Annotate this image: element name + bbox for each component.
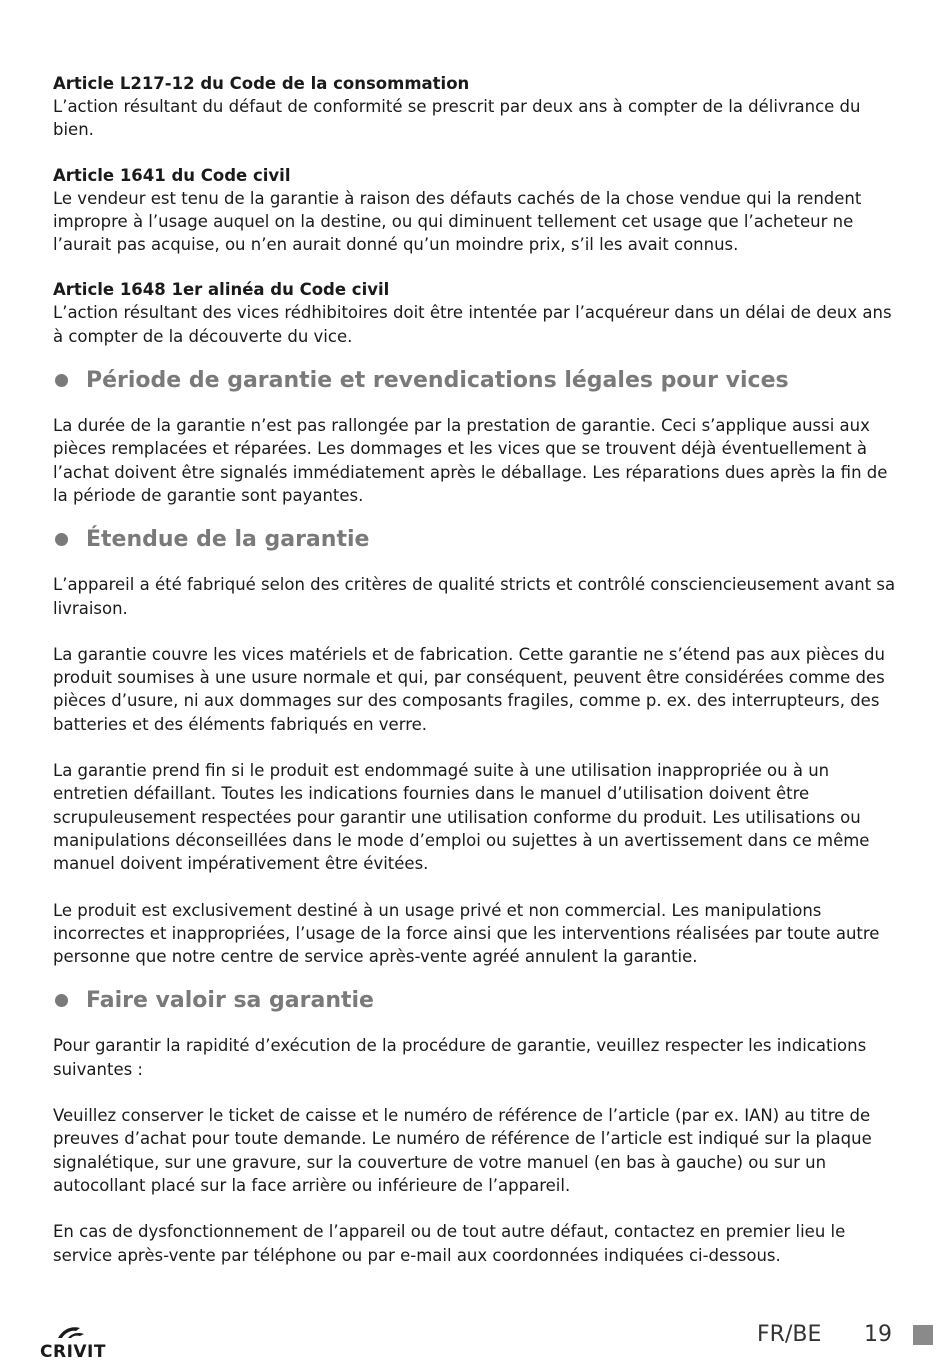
section-heading-text: Période de garantie et revendications légales pour vices: [86, 368, 789, 394]
article-text: Le vendeur est tenu de la garantie à raison des défauts cachés de la chose vendue qui la rendent impropre à l’usage auquel on la destine, ou qui diminuent tellement cet usage que l’acheteur ne l’aurait pas acquise, ou n’en aurait donné qu’un moindre prix, s’il les avait connus.: [53, 188, 862, 255]
article-title: Article 1648 1er alinéa du Code civil: [53, 280, 390, 300]
section-heading-text: Étendue de la garantie: [86, 527, 370, 553]
section-heading-faire-valoir: [53, 986, 903, 1016]
paragraph: La garantie prend fin si le produit est endommagé suite à une utilisation inappropriée ou à un entretien défaillant. Toutes les indications fournies dans le manuel d’utilisation doivent être scrupuleusement respectées pour garantir une utilisation conforme du produit. Les utilisations ou manipulations déconseillées dans le mode d’emploi ou sujettes à un avertissement dans ce même manuel doivent impérativement être évitées.: [53, 761, 870, 874]
brand-logo: [40, 1324, 106, 1360]
language-code: FR/BE: [757, 1322, 822, 1347]
paragraph: Le produit est exclusivement destiné à un usage privé et non commercial. Les manipulations incorrectes et inappropriées, l’usage de la force ainsi que les interventions réalisées par toute autre personne que notre centre de service après-vente agréé annulent la garantie.: [53, 900, 880, 967]
article-l217-12: [53, 72, 903, 142]
article-text: L’action résultant des vices rédhibitoires doit être intentée par l’acquéreur dans un délai de deux ans à compter de la découverte du vice.: [53, 303, 892, 346]
brand-name: CRIVIT: [40, 1342, 106, 1362]
page-marker: [913, 1325, 933, 1345]
article-text: L’action résultant du défaut de conformité se prescrit par deux ans à compter de la délivrance du bien.: [53, 97, 861, 140]
bullet-icon: [55, 374, 68, 387]
paragraph: La garantie couvre les vices matériels et de fabrication. Cette garantie ne s’étend pas aux pièces du produit soumises à une usure normale et qui, par conséquent, peuvent être considérées comme des pièces d’usure, ni aux dommages sur des composants fragiles, comme p. ex. des interrupteurs, des batteries et des éléments fabriqués en verre.: [53, 644, 885, 734]
article-1641: [53, 164, 903, 257]
document-body: [53, 72, 903, 1290]
section-heading-text: Faire valoir sa garantie: [86, 988, 374, 1014]
bullet-icon: [55, 994, 68, 1007]
paragraph: L’appareil a été fabriqué selon des critères de qualité stricts et contrôlé consciencieusement avant sa livraison.: [53, 575, 896, 618]
section-heading-periode: [53, 366, 903, 396]
paragraph: En cas de dysfonctionnement de l’appareil ou de tout autre défaut, contactez en premier lieu le service après-vente par téléphone ou par e-mail aux coordonnées indiquées ci-dessous.: [53, 1222, 846, 1265]
article-title: Article 1641 du Code civil: [53, 165, 291, 185]
bullet-icon: [55, 533, 68, 546]
paragraph: Veuillez conserver le ticket de caisse et le numéro de référence de l’article (par ex. IAN) au titre de preuves d’achat pour toute demande. Le numéro de référence de l’article est indiqué sur la plaque signalétique, sur une gravure, sur la couverture de votre manuel (en bas à gauche) ou sur un autocollant placé sur la face arrière ou inférieure de l’appareil.: [53, 1106, 872, 1195]
page-number: 19: [864, 1322, 892, 1347]
article-1648: [53, 278, 903, 348]
paragraph: La durée de la garantie n’est pas rallongée par la prestation de garantie. Ceci s’applique aussi aux pièces remplacées et réparées. Les dommages et les vices que se trouvent déjà éventuellement à l’achat doivent être signalés immédiatement après le déballage. Les réparations dues après la fin de la période de garantie sont payantes.: [53, 416, 888, 505]
paragraph: Pour garantir la rapidité d’exécution de la procédure de garantie, veuillez respecter les indications suivantes :: [53, 1036, 867, 1079]
section-heading-etendue: [53, 525, 903, 555]
article-title: Article L217-12 du Code de la consommation: [53, 74, 470, 93]
page-footer: [0, 1318, 950, 1361]
crivit-logo-icon: [56, 1324, 86, 1340]
